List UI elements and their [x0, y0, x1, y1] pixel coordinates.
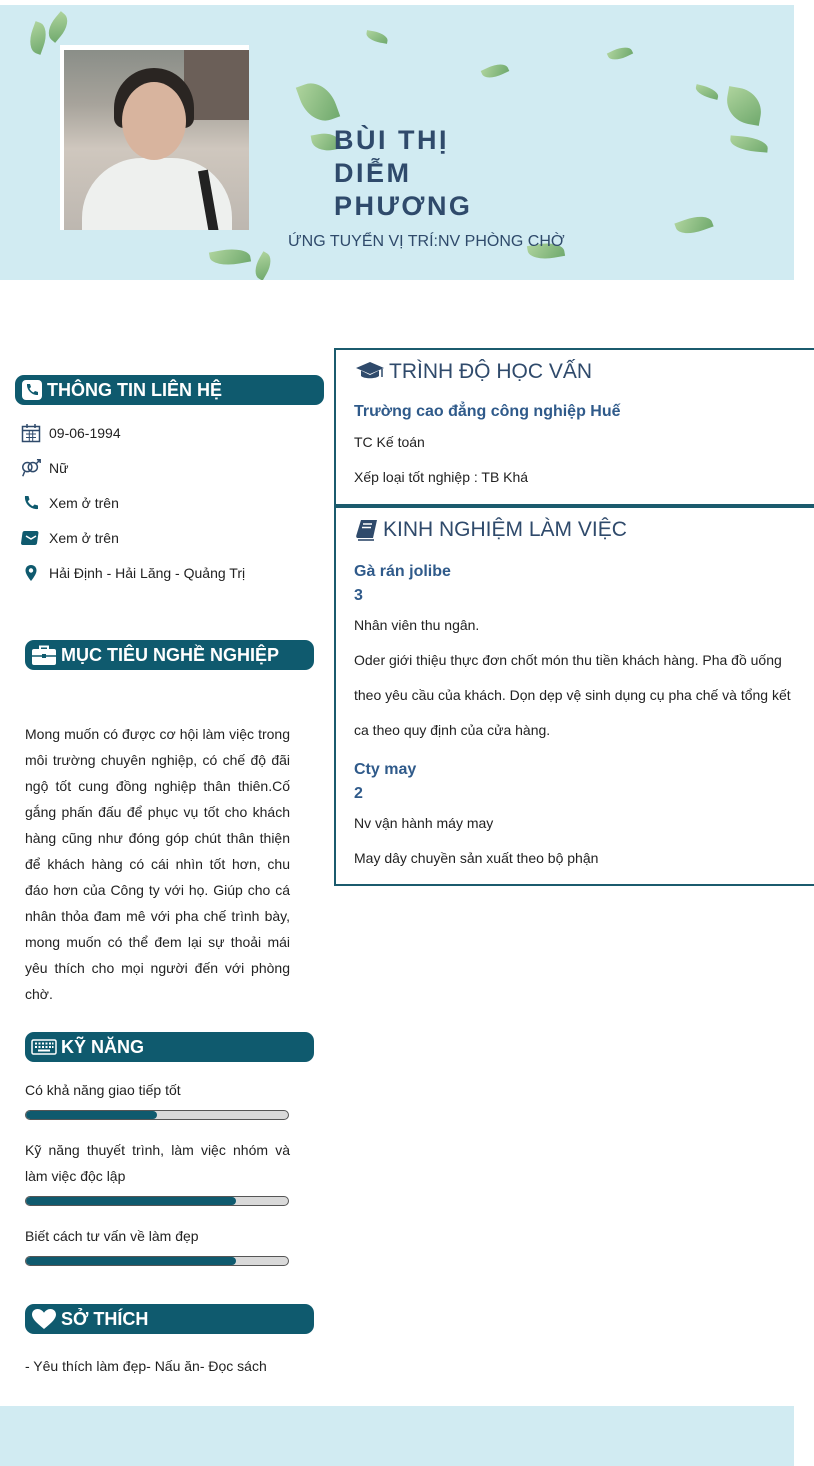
contact-phone	[20, 490, 245, 516]
contact-address	[20, 560, 245, 586]
skill-progress-bar	[25, 1196, 289, 1206]
envelope-icon	[20, 528, 42, 548]
skill-item	[25, 1077, 290, 1120]
education-grade: Xếp loại tốt nghiệp : TB Khá	[354, 469, 529, 485]
skill-label: Có khả năng giao tiếp tốt	[25, 1082, 181, 1098]
contact-list	[20, 420, 245, 586]
job-description: Oder giới thiệu thực đơn chốt món thu tiền khách hàng. Pha đồ uống theo yêu cầu của khách. Dọn dẹp vệ sinh dụng cụ pha chế và tổng kết ca theo quy định của cửa hàng.	[354, 652, 791, 738]
job-company: Cty may	[354, 761, 417, 778]
leaf-decoration	[209, 246, 251, 269]
phone-icon	[21, 379, 43, 401]
job-years: 2	[354, 785, 363, 802]
name-line: PHƯƠNG	[334, 191, 473, 221]
leaf-decoration	[694, 84, 720, 100]
leaf-decoration	[43, 11, 73, 43]
leaf-decoration	[607, 43, 633, 63]
objective-text: Mong muốn có được cơ hội làm việc trong môi trường chuyên nghiệp, có chế độ đãi ngộ tốt cung đồng nghiệp thân thiên.Cố gắng phấn đấu để phục vụ tốt cho khách hàng cũng như đóng góp chút thân thiện để khách hàng có cái nhìn tốt hơn, chu đáo hơn của Công ty với họ. Giúp cho cá nhân thỏa đam mê với pha chế trình bày, mong muốn có thể đem lại sự thoải mái yêu thích cho mọi người đến với phòng chờ.	[25, 726, 290, 1002]
education-major: TC Kế toán	[354, 434, 425, 450]
phone-value: Xem ở trên	[49, 495, 119, 511]
skills-heading	[25, 1032, 314, 1062]
skill-progress-fill	[26, 1111, 157, 1119]
keyboard-icon	[31, 1038, 57, 1056]
experience-heading-label: KINH NGHIỆM LÀM VIỆC	[383, 518, 627, 541]
contact-heading-label: THÔNG TIN LIÊN HỆ	[47, 379, 222, 400]
school-name: Trường cao đẳng công nghiệp Huế	[354, 403, 621, 420]
hobbies-text: - Yêu thích làm đẹp- Nấu ăn- Đọc sách	[25, 1358, 267, 1374]
contact-birthday	[20, 420, 245, 446]
objective-heading-label: MỤC TIÊU NGHỀ NGHIỆP	[61, 644, 280, 665]
name-line: DIỄM	[334, 158, 412, 188]
profile-photo	[60, 45, 249, 230]
leaf-decoration	[365, 30, 388, 44]
contact-gender	[20, 455, 245, 481]
heart-icon	[31, 1308, 57, 1330]
book-icon	[355, 519, 379, 541]
candidate-name	[334, 124, 634, 223]
gender-value: Nữ	[49, 460, 69, 476]
graduation-cap-icon	[355, 361, 385, 383]
skills-heading-label: KỸ NĂNG	[61, 1036, 145, 1057]
briefcase-icon	[31, 644, 57, 666]
birthday-value: 09-06-1994	[49, 425, 121, 441]
education-section	[334, 348, 814, 506]
footer-banner	[0, 1406, 794, 1466]
calendar-icon	[20, 423, 42, 443]
name-line: BÙI THỊ	[334, 125, 449, 155]
leaf-decoration	[674, 211, 713, 238]
skill-progress-fill	[26, 1257, 236, 1265]
skill-progress-fill	[26, 1197, 236, 1205]
objective-heading	[25, 640, 314, 670]
leaf-decoration	[296, 77, 340, 127]
phone-icon	[20, 493, 42, 513]
leaf-decoration	[481, 60, 510, 82]
gender-icon	[20, 458, 42, 478]
leaf-decoration	[723, 86, 764, 126]
experience-heading	[355, 518, 627, 542]
job-role: Nv vận hành máy may	[354, 815, 494, 831]
job-role: Nhân viên thu ngân.	[354, 617, 480, 633]
education-heading	[355, 360, 592, 384]
experience-section	[334, 506, 814, 886]
skill-label: Biết cách tư vấn về làm đẹp	[25, 1228, 199, 1244]
leaf-decoration	[729, 135, 768, 152]
job-description: May dây chuyền sản xuất theo bộ phận	[354, 850, 599, 866]
leaf-decoration	[25, 21, 50, 55]
applied-position: ỨNG TUYỂN VỊ TRÍ:NV PHÒNG CHỜ	[288, 233, 565, 250]
job-years: 3	[354, 587, 363, 604]
contact-heading	[15, 375, 324, 405]
skill-progress-bar	[25, 1110, 289, 1120]
contact-email	[20, 525, 245, 551]
education-heading-label: TRÌNH ĐỘ HỌC VẤN	[389, 360, 593, 383]
hobbies-heading-label: SỞ THÍCH	[61, 1308, 149, 1329]
skill-progress-bar	[25, 1256, 289, 1266]
leaf-decoration	[250, 251, 275, 280]
skill-item	[25, 1223, 290, 1266]
map-marker-icon	[20, 563, 42, 583]
skill-label: Kỹ năng thuyết trình, làm việc nhóm và làm việc độc lập	[25, 1142, 290, 1184]
job-company: Gà rán jolibe	[354, 563, 451, 580]
address-value: Hải Định - Hải Lăng - Quảng Trị	[49, 565, 246, 581]
hobbies-heading	[25, 1304, 314, 1334]
skill-item	[25, 1137, 290, 1206]
email-value: Xem ở trên	[49, 530, 119, 546]
